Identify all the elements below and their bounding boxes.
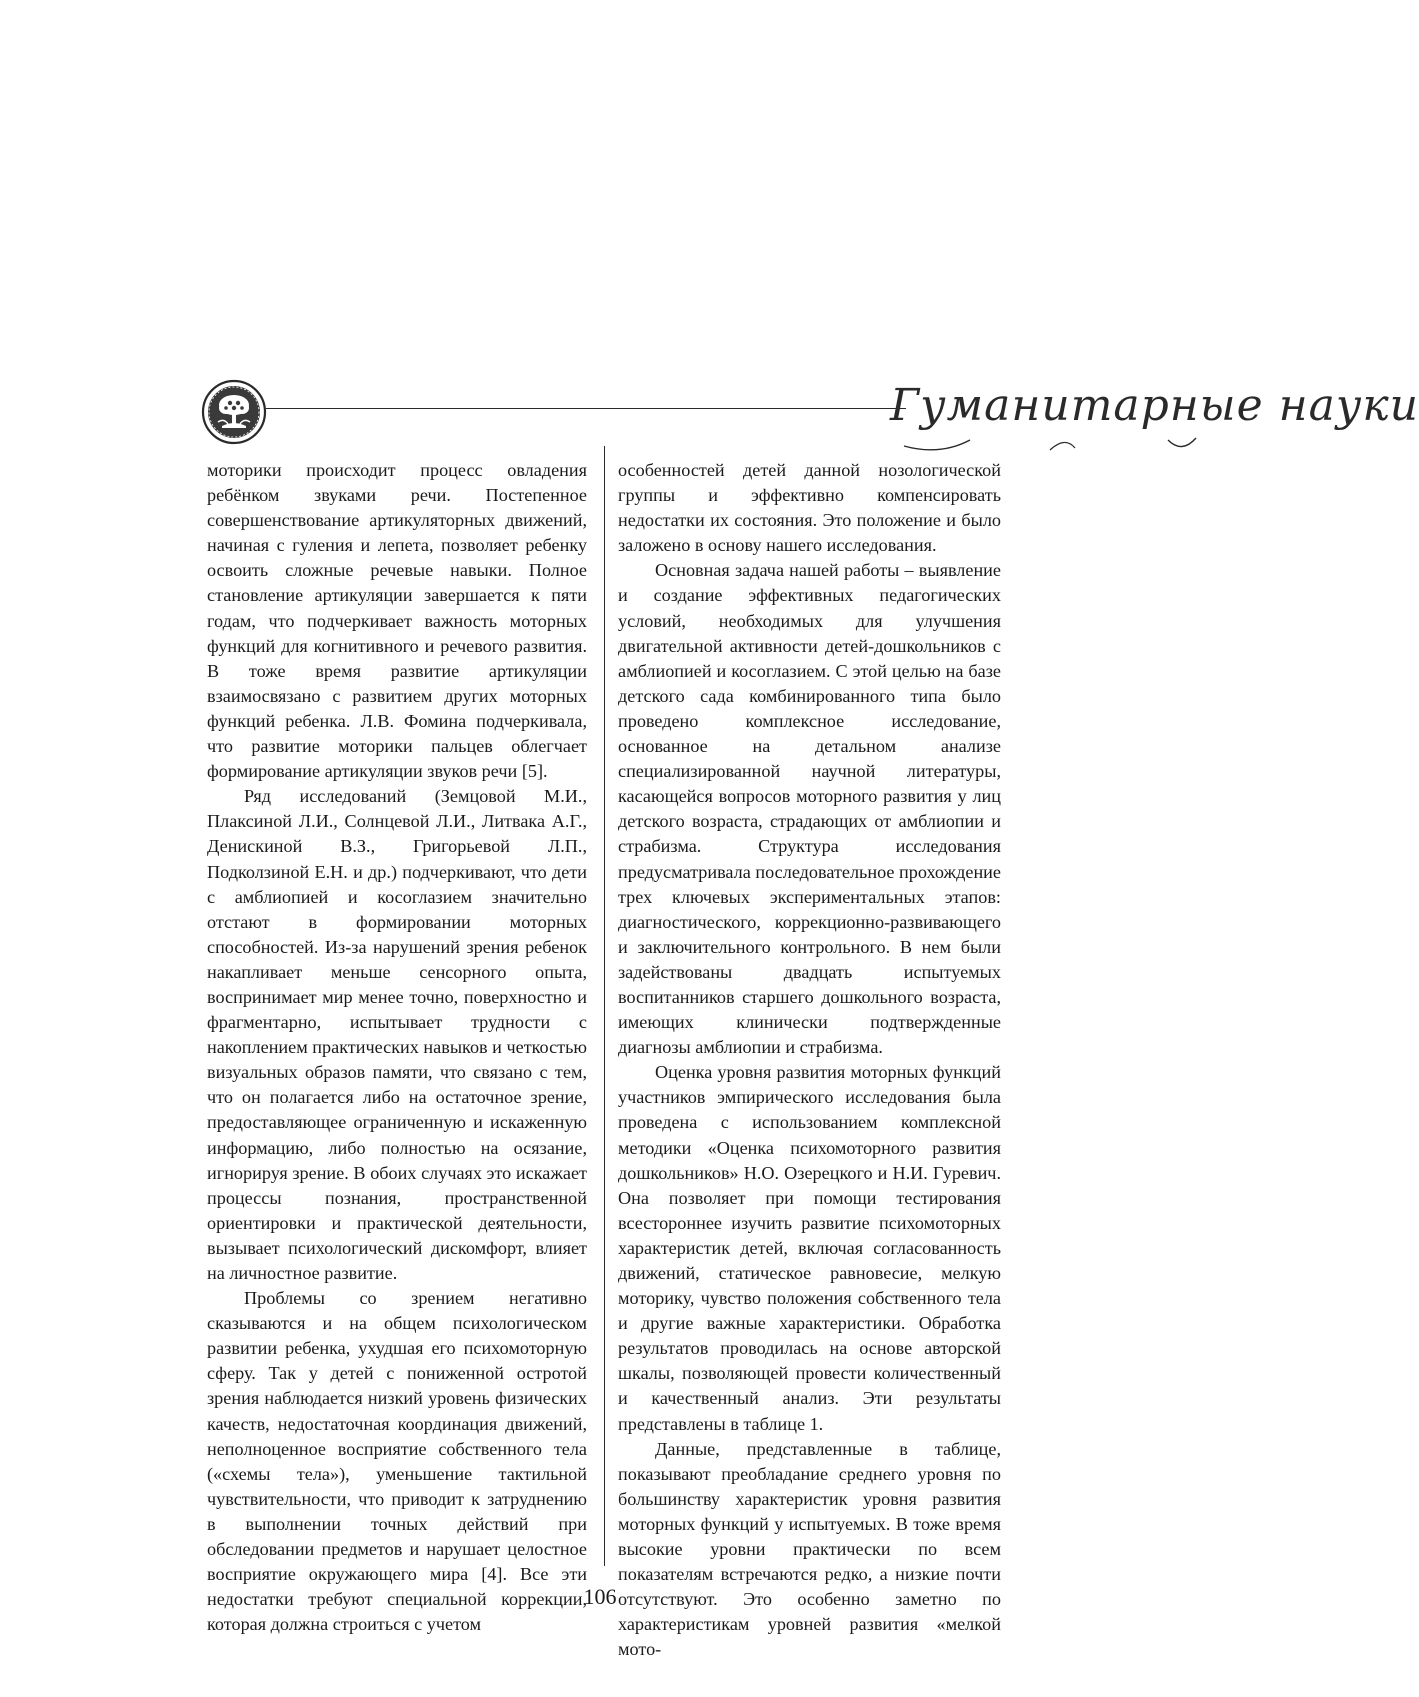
tree-emblem-icon xyxy=(200,378,268,446)
paragraph: Ряд исследований (Земцовой М.И., Плаксиной Л.И., Солнцевой Л.И., Литвака А.Г., Денискиной В.З., Григорьевой Л.П., Подколзиной Е.Н. и др.) подчеркивают, что дети с амблиопией и косоглазием значительно отстают в формировании моторных способностей. Из-за нарушений зрения ребенок накапливает меньше сенсорного опыта, воспринимает мир менее точно, поверхностно и фрагментарно, испытывает трудности с накоплением практических навыков и четкостью визуальных образов памяти, что связано с тем, что он полагается либо на остаточное зрение, предоставляющее ограниченную и искаженную информацию, либо полностью на осязание, игнорируя зрение. В обоих случаях это искажает процессы познания, пространственной ориентировки и практической деятельности, вызывает психологический дискомфорт, влияет на личностное развитие. xyxy=(207,786,587,1283)
right-column xyxy=(618,458,1001,1663)
paragraph: особенностей детей данной нозологической группы и эффективно компенсировать недостатки их состояния. Это положение и было заложено в основу нашего исследования. xyxy=(618,460,1001,556)
paragraph: Данные, представленные в таблице, показывают преобладание среднего уровня по большинству характеристик уровня развития моторных функций у испытуемых. В тоже время высокие уровни практически по всем показателям встречаются редко, а низкие почти отсутствуют. Это особенно заметно по характеристикам уровней развития «мелкой мото- xyxy=(618,1438,1001,1660)
section-title: Гуманитарные науки xyxy=(890,380,1419,431)
left-column xyxy=(207,458,587,1637)
header-rule xyxy=(266,408,906,409)
paragraph: Основная задача нашей работы – выявление и создание эффективных педагогических условий, необходимых для улучшения двигательной активности детей-дошкольников с амблиопией и косоглазием. С этой целью на базе детского сада комбинированного типа было проведено комплексное исследование, основанное на детальном анализе специализированной научной литературы, касающейся вопросов моторного развития у лиц детского возраста, страдающих от амблиопии и страбизма. Структура исследования предусматривала последовательное прохождение трех ключевых экспериментальных этапов: диагностического, коррекционно-развивающего и заключительного контрольного. В нем были задействованы двадцать испытуемых воспитанников старшего дошкольного возраста, имеющих клинически подтвержденные диагнозы амблиопии и страбизма. xyxy=(618,560,1001,1058)
running-header xyxy=(200,378,1419,448)
paragraph: моторики происходит процесс овладения ребёнком звуками речи. Постепенное совершенствование артикуляторных движений, начиная с гуления и лепета, позволяет ребенку освоить сложные речевые навыки. Полное становление артикуляции завершается к пяти годам, что подчеркивает важность моторных функций для когнитивного и речевого развития. В тоже время развитие артикуляции взаимосвязано с развитием других моторных функций ребенка. Л.В. Фомина подчеркивала, что развитие моторики пальцев облегчает формирование артикуляции звуков речи [5]. xyxy=(207,460,587,782)
paragraph: Оценка уровня развития моторных функций участников эмпирического исследования была проведена с использованием комплексной методики «Оценка психомоторного развития дошкольников» Н.О. Озерецкого и Н.И. Гуревич. Она позволяет при помощи тестирования всестороннее изучить развитие психомоторных характеристик детей, включая согласованность движений, статическое равновесие, мелкую моторику, чувство положения собственного тела и другие важные характеристики. Обработка результатов проводилась на основе авторской шкалы, позволяющей провести количественный и качественный анализ. Эти результаты представлены в таблице 1. xyxy=(618,1062,1001,1434)
column-divider xyxy=(604,446,605,1566)
title-swash-ornament xyxy=(900,426,1200,456)
paragraph: Проблемы со зрением негативно сказываются и на общем психологическом развитии ребенка, ухудшая его психомоторную сферу. Так у детей с пониженной остротой зрения наблюдается низкий уровень физических качеств, недостаточная координация движений, неполноценное восприятие собственного тела («схемы тела»), уменьшение тактильной чувствительности, что приводит к затруднению в выполнении точных действий при обследовании предметов и нарушает целостное восприятие окружающего мира [4]. Все эти недостатки требуют специальной коррекции, которая должна строиться с учетом xyxy=(207,1288,587,1635)
page-number: 106 xyxy=(583,1584,617,1609)
